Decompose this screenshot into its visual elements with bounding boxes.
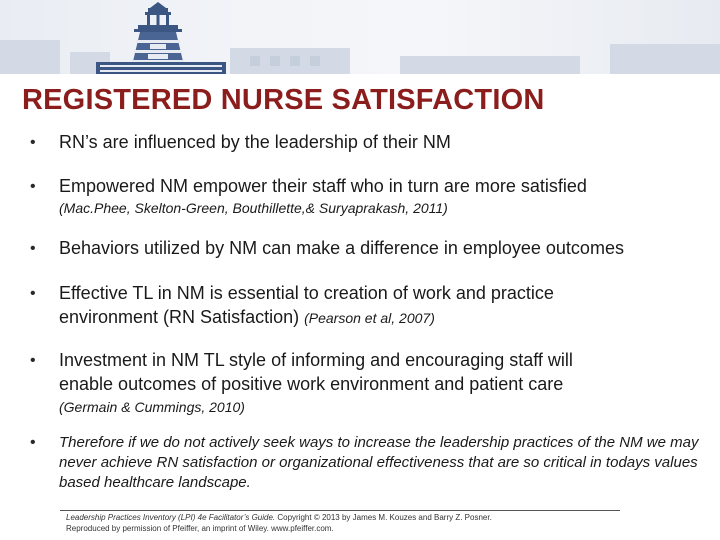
- footer-copyright: Copyright © 2013 by James M. Kouzes and Barry Z. Posner.: [275, 513, 492, 522]
- bullet-text-line: [59, 305, 709, 330]
- bullet-text: [59, 348, 709, 396]
- header-banner: [0, 0, 720, 74]
- bullet-marker: •: [30, 240, 36, 257]
- footer-credit: [66, 512, 666, 534]
- bullet-marker: •: [30, 134, 36, 151]
- bullet-text-fragment: environment (RN Satisfaction): [59, 307, 300, 327]
- bullet-marker: •: [30, 178, 36, 195]
- bullet-marker: •: [30, 434, 36, 451]
- citation: (Mac.Phee, Skelton-Green, Bouthillette,& Suryaprakash, 2011): [59, 200, 448, 216]
- bullet-text-line: enable outcomes of positive work environment and patient care: [59, 374, 564, 394]
- footer-permission: Reproduced by permission of Pfeiffer, an imprint of Wiley. www.pfeiffer.com.: [66, 524, 334, 533]
- bullet-marker: •: [30, 285, 36, 302]
- citation: (Pearson et al, 2007): [304, 310, 435, 326]
- footer-divider: [60, 510, 620, 511]
- citation: (Germain & Cummings, 2010): [59, 399, 245, 415]
- bullet-text: Therefore if we do not actively seek ways to increase the leadership practices of the NM we may never achieve RN satisfaction or organizational effectiveness that are so critical in todays values based healthcare landscape.: [59, 434, 699, 491]
- bullet-text: Behaviors utilized by NM can make a difference in employee outcomes: [59, 238, 624, 258]
- bullet-text: RN’s are influenced by the leadership of their NM: [59, 132, 451, 152]
- bullet-text-line: Investment in NM TL style of informing and encouraging staff will: [59, 350, 573, 370]
- lighthouse-icon: [0, 0, 720, 74]
- bullet-marker: •: [30, 352, 36, 369]
- footer-book-title: Leadership Practices Inventory (LPI) 4e Facilitator’s Guide.: [66, 513, 276, 522]
- slide-title: REGISTERED NURSE SATISFACTION: [22, 84, 545, 116]
- footer-line: [66, 512, 666, 523]
- bullet-text-line: Effective TL in NM is essential to creation of work and practice: [59, 283, 554, 303]
- bullet-text: [59, 281, 709, 330]
- bullet-text: Empowered NM empower their staff who in turn are more satisfied: [59, 176, 587, 196]
